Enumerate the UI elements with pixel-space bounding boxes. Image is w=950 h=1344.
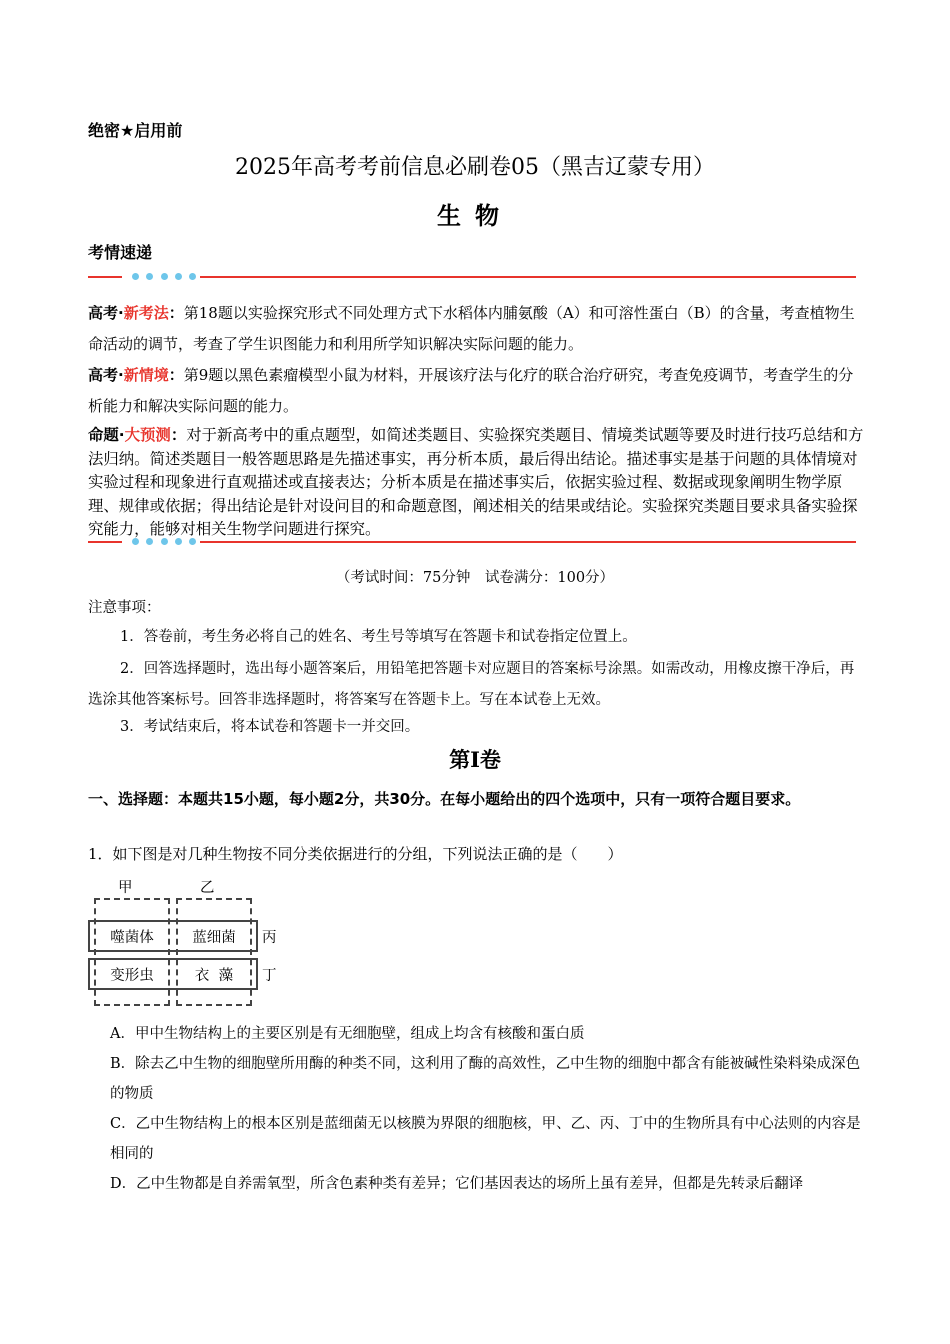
question-1-stem: 1．如下图是对几种生物按不同分类依据进行的分组，下列说法正确的是（ ） <box>88 845 623 863</box>
new-method-tag: 新考法 <box>123 304 169 322</box>
row-label-ding: 丁 <box>262 968 277 984</box>
overview-item-new-context: 高考·新情境：第9题以黑色素瘤模型小鼠为材料，开展该疗法与化疗的联合治疗研究，考查免疫调节，考查学生的分析能力和解决实际问题的能力。 <box>88 366 854 415</box>
option-a: A．甲中生物结构上的主要区别是有无细胞壁，组成上均含有核酸和蛋白质 <box>110 1026 585 1042</box>
volume-title: 第Ⅰ卷 <box>449 747 501 772</box>
option-c: C．乙中生物结构上的根本区别是蓝细菌无以核膜为界限的细胞核，甲、乙、丙、丁中的生物所具有中心法则的内容是相同的 <box>110 1116 861 1162</box>
cell-amoeba: 变形虫 <box>110 968 154 984</box>
overview-heading: 考情速递 <box>88 243 153 262</box>
paper-title: 2025年高考考前信息必刷卷05（黑吉辽蒙专用） <box>235 155 715 180</box>
note-item: 2．回答选择题时，选出每小题答案后，用铅笔把答题卡对应题目的答案标号涂黑。如需改动，用橡皮擦干净后，再选涂其他答案标号。回答非选择题时，将答案写在答题卡上。写在本试卷上无效。 <box>88 661 855 708</box>
subject-title: 生物 <box>437 201 513 230</box>
cell-chlamydomonas: 衣 藻 <box>194 968 234 984</box>
overview-item-new-method: 高考·新考法：第18题以实验探究形式不同处理方式下水稻体内脯氨酸（A）和可溶性蛋白（B）的含量，考查植物生命活动的调节，考查了学生识图能力和利用所学知识解决实际问题的能力。 <box>88 304 855 353</box>
cell-cyanobacteria: 蓝细菌 <box>192 930 236 946</box>
classification-figure <box>88 870 288 1015</box>
section-instructions: 一、选择题：本题共15小题，每小题2分，共30分。在每小题给出的四个选项中，只有一项符合题目要求。 <box>88 790 801 808</box>
cell-phage: 噬菌体 <box>110 930 154 946</box>
notes-heading: 注意事项： <box>88 600 161 616</box>
note-item: 3．考试结束后，将本试卷和答题卡一并交回。 <box>120 719 420 735</box>
col-label-jia: 甲 <box>118 880 133 896</box>
option-d: D．乙中生物都是自养需氧型，所含色素种类有差异；它们基因表达的场所上虽有差异，但都是先转录后翻译 <box>110 1176 804 1192</box>
exam-info: （考试时间：75分钟 试卷满分：100分） <box>335 570 615 586</box>
new-context-tag: 新情境 <box>123 366 169 384</box>
bottom-divider <box>88 535 856 549</box>
option-b: B．除去乙中生物的细胞壁所用酶的种类不同，这利用了酶的高效性，乙中生物的细胞中都含有能被碱性染料染成深色的物质 <box>110 1056 861 1102</box>
row-label-bing: 丙 <box>262 930 277 946</box>
forecast-tag: 大预测 <box>124 426 171 444</box>
overview-item-forecast: 命题·大预测：对于新高考中的重点题型，如简述类题目、实验探究类题目、情境类试题等要及时进行技巧总结和方法归纳。简述类题目一般答题思路是先描述事实，再分析本质，最后得出结论。描述事实是基于问题的具体情境对实验过程和现象进行直观描述或直接表达；分析本质是在描述事实后，依据实验过程、数据或现象阐明生物学原理、规律或依据；得出结论是针对设问目的和命题意图，阐述相关的结果或结论。实验探究类题目要求具备实验探究能力，能够对相关生物学问题进行探究。 <box>88 426 864 538</box>
confidential-label: 绝密★启用前 <box>88 121 183 140</box>
note-item: 1．答卷前，考生务必将自己的姓名、考生号等填写在答题卡和试卷指定位置上。 <box>120 629 637 645</box>
top-divider <box>88 270 856 284</box>
col-label-yi: 乙 <box>200 880 215 896</box>
